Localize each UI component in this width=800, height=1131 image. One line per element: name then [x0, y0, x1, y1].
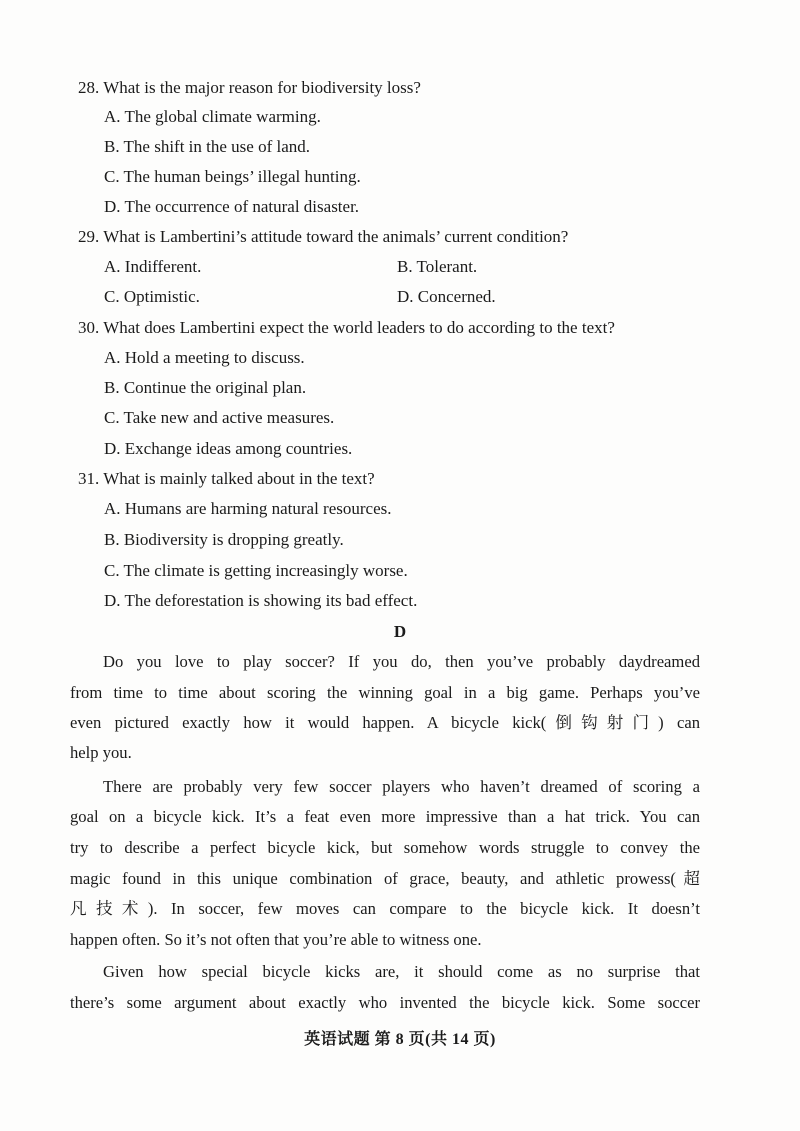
option-a: A. Humans are harming natural resources. [104, 499, 392, 518]
option-b: B. Biodiversity is dropping greatly. [104, 530, 344, 549]
option-c: C. The climate is getting increasingly worse. [104, 561, 408, 580]
option-d: D. The deforestation is showing its bad effect. [104, 591, 418, 610]
passage-line: happen often. So it’s not often that you’re able to witness one. [70, 930, 482, 949]
option-c: C. The human beings’ illegal hunting. [104, 167, 361, 186]
question-stem: 30. What does Lambertini expect the world leaders to do according to the text? [78, 318, 615, 337]
option-a: A. The global climate warming. [104, 107, 321, 126]
question-stem: 28. What is the major reason for biodiversity loss? [78, 78, 421, 97]
passage-line: even pictured exactly how it would happen. A bicycle kick(倒钩射门) can [70, 713, 700, 732]
passage-line: help you. [70, 743, 132, 762]
option-d: D. The occurrence of natural disaster. [104, 197, 360, 216]
passage-line: try to describe a perfect bicycle kick, but somehow words struggle to convey the [70, 838, 700, 857]
passage-line: 凡技术). In soccer, few moves can compare to the bicycle kick. It doesn’t [70, 899, 700, 918]
question-stem: 31. What is mainly talked about in the text? [78, 469, 375, 488]
page-footer: 英语试题 第 8 页(共 14 页) [304, 1031, 496, 1048]
question-stem: 29. What is Lambertini’s attitude toward the animals’ current condition? [78, 227, 569, 246]
option-c: C. Take new and active measures. [104, 408, 335, 427]
option-c: C. Optimistic. [104, 287, 200, 306]
option-a: A. Indifferent. [104, 257, 202, 276]
passage-line: from time to time about scoring the winning goal in a big game. Perhaps you’ve [70, 683, 700, 702]
section-title: D [393, 622, 407, 641]
passage-line: goal on a bicycle kick. It’s a feat even more impressive than a hat trick. You can [70, 807, 700, 826]
passage-line: Given how special bicycle kicks are, it should come as no surprise that [103, 962, 700, 981]
option-d: D. Concerned. [397, 287, 496, 306]
option-b: B. The shift in the use of land. [104, 137, 311, 156]
passage-line: magic found in this unique combination of grace, beauty, and athletic prowess(超 [70, 869, 700, 888]
option-a: A. Hold a meeting to discuss. [104, 348, 305, 367]
passage-line: there’s some argument about exactly who invented the bicycle kick. Some soccer [70, 993, 700, 1012]
passage-line: Do you love to play soccer? If you do, then you’ve probably daydreamed [103, 652, 700, 671]
option-b: B. Continue the original plan. [104, 378, 307, 397]
option-d: D. Exchange ideas among countries. [104, 439, 353, 458]
passage-line: There are probably very few soccer players who haven’t dreamed of scoring a [103, 777, 700, 796]
option-b: B. Tolerant. [397, 257, 478, 276]
